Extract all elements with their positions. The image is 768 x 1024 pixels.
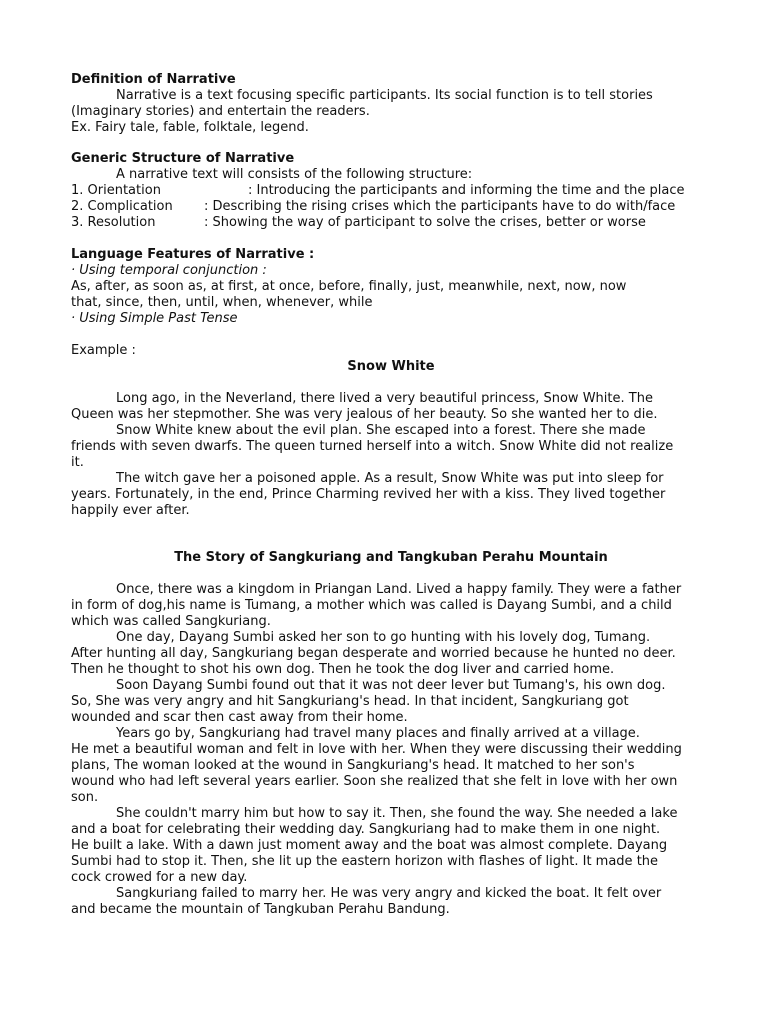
paragraph-line: Soon Dayang Sumbi found out that it was not deer lever but Tumang's, his own dog. <box>116 678 666 693</box>
structure-intro: A narrative text will consists of the following structure: <box>116 167 473 182</box>
definition-section <box>71 72 711 136</box>
definition-line: Narrative is a text focusing specific participants. Its social function is to tell stories <box>116 88 653 103</box>
language-heading: Language Features of Narrative : <box>71 247 315 262</box>
paragraph-line: years. Fortunately, in the end, Prince Charming revived her with a kiss. They lived together <box>71 487 666 502</box>
language-feature-temporal: · Using temporal conjunction : <box>71 263 267 278</box>
example-section <box>71 343 711 519</box>
structure-item-desc: : Describing the rising crises which the participants have to do with/face <box>204 199 676 214</box>
example-paragraph <box>71 423 711 471</box>
paragraph-line: So, She was very angry and hit Sangkuriang's head. In that incident, Sangkuriang got <box>71 694 629 709</box>
structure-item-label: 1. Orientation <box>71 183 161 198</box>
language-section <box>71 247 711 327</box>
story-paragraph <box>71 582 711 630</box>
conjunction-list-line: As, after, as soon as, at first, at once, before, finally, just, meanwhile, next, now, now <box>71 279 627 294</box>
paragraph-line: Snow White knew about the evil plan. She escaped into a forest. There she made <box>116 423 646 438</box>
structure-item-label: 3. Resolution <box>71 215 156 230</box>
story-paragraph <box>71 678 711 726</box>
spacer <box>71 519 711 550</box>
paragraph-line: wounded and scar then cast away from their home. <box>71 710 408 725</box>
document-page <box>71 72 711 918</box>
structure-item-complication <box>71 199 711 215</box>
paragraph-line: cock crowed for a new day. <box>71 870 248 885</box>
story-paragraph <box>71 726 711 806</box>
paragraph-line: He built a lake. With a dawn just moment away and the boat was almost complete. Dayang <box>71 838 668 853</box>
paragraph-line: in form of dog,his name is Tumang, a mother which was called is Dayang Sumbi, and a child <box>71 598 672 613</box>
paragraph-line: and became the mountain of Tangkuban Perahu Bandung. <box>71 902 450 917</box>
definition-line: Ex. Fairy tale, fable, folktale, legend. <box>71 120 309 135</box>
paragraph-line: and a boat for celebrating their wedding day. Sangkuriang had to make them in one night. <box>71 822 661 837</box>
paragraph-line: happily ever after. <box>71 503 190 518</box>
paragraph-line: plans, The woman looked at the wound in Sangkuriang's head. It matched to her son's <box>71 758 635 773</box>
language-feature-past-tense: · Using Simple Past Tense <box>71 311 238 326</box>
spacer <box>71 375 711 391</box>
structure-item-orientation <box>71 183 711 199</box>
definition-heading: Definition of Narrative <box>71 72 236 87</box>
example-paragraph <box>71 471 711 519</box>
story-paragraph <box>71 886 711 918</box>
paragraph-line: Long ago, in the Neverland, there lived a very beautiful princess, Snow White. The <box>116 391 653 406</box>
spacer <box>71 136 711 151</box>
paragraph-line: Queen was her stepmother. She was very jealous of her beauty. So she wanted her to die. <box>71 407 658 422</box>
structure-heading: Generic Structure of Narrative <box>71 151 295 166</box>
spacer <box>71 566 711 582</box>
structure-item-desc: : Showing the way of participant to solve the crises, better or worse <box>204 215 646 230</box>
example-paragraph <box>71 391 711 423</box>
story-paragraph <box>71 806 711 886</box>
spacer <box>71 327 711 343</box>
definition-line: (Imaginary stories) and entertain the readers. <box>71 104 370 119</box>
conjunction-list-line: that, since, then, until, when, whenever, while <box>71 295 373 310</box>
paragraph-line: She couldn't marry him but how to say it. Then, she found the way. She needed a lake <box>116 806 678 821</box>
paragraph-line: Sumbi had to stop it. Then, she lit up the eastern horizon with flashes of light. It made the <box>71 854 659 869</box>
story-title: The Story of Sangkuriang and Tangkuban Perahu Mountain <box>174 550 608 565</box>
structure-item-desc: : Introducing the participants and informing the time and the place <box>248 183 685 198</box>
paragraph-line: The witch gave her a poisoned apple. As a result, Snow White was put into sleep for <box>116 471 664 486</box>
example-title: Snow White <box>347 359 435 374</box>
structure-section <box>71 151 711 231</box>
paragraph-line: Then he thought to shot his own dog. Then he took the dog liver and carried home. <box>71 662 615 677</box>
paragraph-line: which was called Sangkuriang. <box>71 614 271 629</box>
story-paragraph <box>71 630 711 678</box>
paragraph-line: He met a beautiful woman and felt in love with her. When they were discussing their wedding <box>71 742 682 757</box>
spacer <box>71 231 711 247</box>
paragraph-line: son. <box>71 790 99 805</box>
paragraph-line: After hunting all day, Sangkuriang began desperate and worried because he hunted no deer. <box>71 646 676 661</box>
paragraph-line: friends with seven dwarfs. The queen turned herself into a witch. Snow White did not realize <box>71 439 674 454</box>
paragraph-line: Sangkuriang failed to marry her. He was very angry and kicked the boat. It felt over <box>116 886 662 901</box>
example-label: Example : <box>71 343 136 358</box>
story-section <box>71 550 711 918</box>
paragraph-line: One day, Dayang Sumbi asked her son to go hunting with his lovely dog, Tumang. <box>116 630 651 645</box>
structure-item-resolution <box>71 215 711 231</box>
structure-item-label: 2. Complication <box>71 199 173 214</box>
paragraph-line: Years go by, Sangkuriang had travel many places and finally arrived at a village. <box>116 726 640 741</box>
paragraph-line: it. <box>71 455 84 470</box>
paragraph-line: wound who had left several years earlier. Soon she realized that she felt in love with her own <box>71 774 678 789</box>
paragraph-line: Once, there was a kingdom in Priangan Land. Lived a happy family. They were a father <box>116 582 682 597</box>
